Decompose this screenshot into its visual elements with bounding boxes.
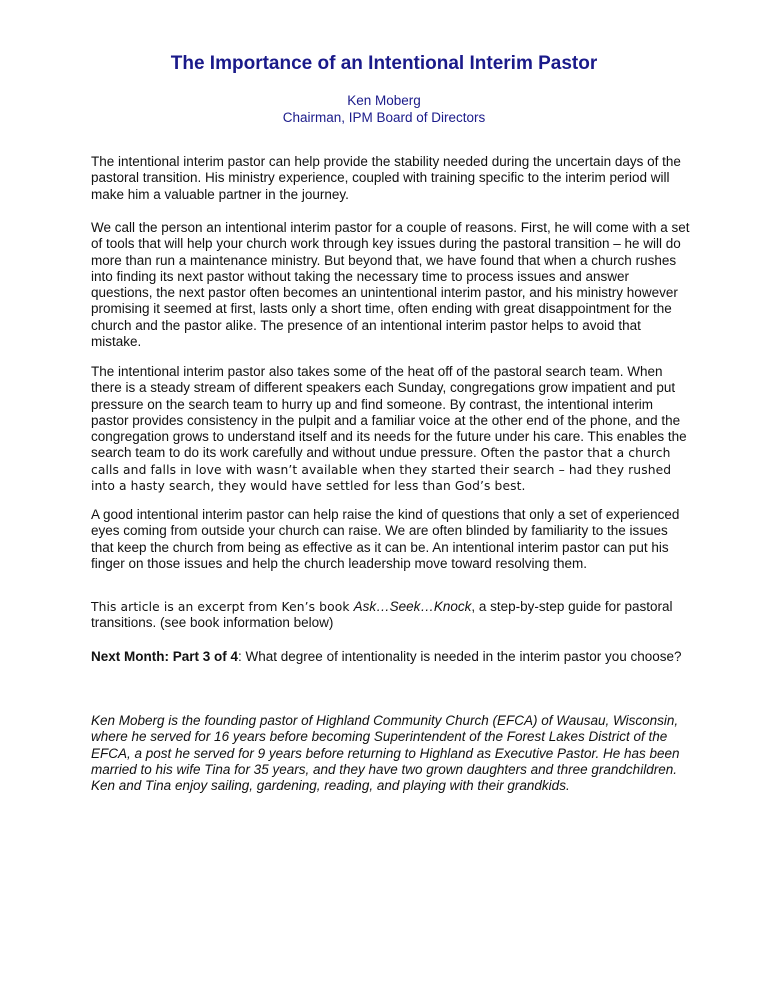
book-excerpt-note	[91, 599, 691, 632]
author-block	[0, 92, 768, 126]
author-name: Ken Moberg	[347, 93, 421, 108]
author-role: Chairman, IPM Board of Directors	[282, 110, 486, 125]
next-month-label: Next Month: Part 3 of 4	[91, 649, 239, 664]
book-title: Ask…Seek…Knock	[353, 599, 472, 614]
excerpt-rest: , a step-by-step guide for pastoral transitions. (see book information below)	[91, 599, 673, 631]
paragraph-4: A good intentional interim pastor can help raise the kind of questions that only a set of experienced eyes coming from outside your church can raise. We are often blinded by familiarity to the issues that keep the church from being as effective as it can be. An intentional interim pastor can put his finger on those issues and help the church leadership move toward resolving them.	[91, 507, 680, 571]
paragraph-1: The intentional interim pastor can help provide the stability needed during the uncertain days of the pastoral transition. His ministry experience, coupled with training specific to the interim period will make him a valuable partner in the journey.	[91, 154, 681, 202]
paragraph-2: We call the person an intentional interim pastor for a couple of reasons. First, he will come with a set of tools that will help your church work through key issues during the pastoral transition – he will do more than run a maintenance ministry. But beyond that, we have found that when a church rushes into finding its next pastor without taking the necessary time to process issues and answer questions, the next pastor often becomes an unintentional interim pastor, and his ministry however promising it seemed at first, lasts only a short time, often ending with great disappointment for the church and the pastor alike. The presence of an intentional interim pastor helps to avoid that mistake.	[91, 220, 690, 350]
author-bio: Ken Moberg is the founding pastor of Highland Community Church (EFCA) of Wausau, Wisconsin, where he served for 16 years before becoming Superintendent of the Forest Lakes District of the EFCA, a post he served for 9 years before returning to Highland as Executive Pastor. He has been married to his wife Tina for 35 years, and they have two grown daughters and three grandchildren. Ken and Tina enjoy sailing, gardening, reading, and playing with their grandkids.	[91, 713, 680, 794]
next-month-note	[91, 649, 691, 665]
paragraph-3	[91, 364, 691, 494]
paragraph-3-main: The intentional interim pastor also takes some of the heat off of the pastoral search team. When there is a steady stream of different speakers each Sunday, congregations grow impatient and put pressure on the search team to hurry up and find someone. By contrast, the intentional interim pastor provides consistency in the pulpit and a familiar voice at the other end of the phone, and the congregation grows to understand itself and its needs for the future under his care. This enables the search team to do its work carefully and without undue pressure.	[91, 364, 687, 461]
document-title: The Importance of an Intentional Interim Pastor	[170, 53, 598, 74]
paragraph-3-tail: Often the pastor that a church calls and falls in love with wasn’t available when they started their search – had they rushed into a hasty search, they would have settled for less than God’s best.	[91, 446, 672, 494]
excerpt-lead: This article is an excerpt from Ken’s book	[91, 600, 354, 614]
next-month-text: : What degree of intentionality is needed in the interim pastor you choose?	[238, 649, 682, 664]
